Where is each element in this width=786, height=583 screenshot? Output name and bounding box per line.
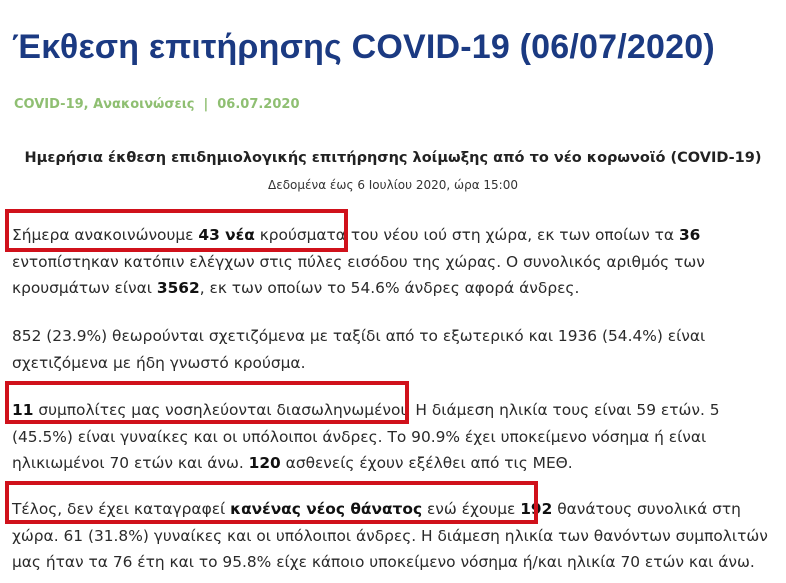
meta-separator: | — [203, 97, 209, 112]
report-dateline: Δεδομένα έως 6 Ιουλίου 2020, ώρα 15:00 — [268, 178, 518, 192]
intubated-count: 11 — [12, 401, 34, 419]
text-segment: 852 (23.9%) θεωρούνται σχετιζόμενα με ταξίδι από το εξωτερικό και 1936 (54.4%) είναι σχετιζόμενα με ήδη γνωστό κρούσμα. — [12, 327, 706, 372]
paragraph-intubated — [12, 397, 778, 477]
text-segment: Σήμερα ανακοινώνουμε — [12, 226, 199, 244]
new-cases-count: 43 νέα — [198, 226, 255, 244]
text-segment: εντοπίστηκαν κατόπιν ελέγχων στις πύλες εισόδου της χώρας. Ο συνολικός αριθμός των κρουσμάτων είναι — [12, 252, 705, 297]
paragraph-new-cases — [12, 222, 778, 302]
text-segment: , εκ των οποίων το 54.6% άνδρες αφορά άνδρες. — [199, 279, 580, 297]
paragraph-case-origin — [12, 323, 778, 376]
no-new-deaths: κανένας νέος θάνατος — [230, 500, 423, 518]
post-meta — [14, 97, 300, 112]
paragraph-deaths — [12, 496, 778, 576]
text-segment: ασθενείς έχουν εξέλθει από τις ΜΕΘ. — [280, 454, 573, 472]
total-deaths-count: 192 — [520, 500, 553, 518]
text-segment: Τέλος, δεν έχει καταγραφεί — [12, 500, 231, 518]
report-subtitle: Ημερήσια έκθεση επιδημιολογικής επιτήρησης λοίμωξης από το νέο κορωνοϊό (COVID-19) — [24, 150, 762, 166]
post-date: 06.07.2020 — [217, 97, 300, 112]
text-segment: ενώ έχουμε — [422, 500, 521, 518]
icu-discharged-count: 120 — [248, 454, 281, 472]
text-segment: κρούσματα του νέου ιού στη χώρα, εκ των οποίων τα — [254, 226, 679, 244]
page-title: Έκθεση επιτήρησης COVID-19 (06/07/2020) — [12, 28, 715, 66]
category-links[interactable]: COVID-19, Ανακοινώσεις — [14, 97, 195, 112]
text-segment: θανάτους συνολικά στη χώρα. 61 (31.8%) γυναίκες και οι υπόλοιποι άνδρες. Η διάμεση ηλικία των θανόντων συμπολιτών μας ήταν τα 76 έτη και το 95.8% είχε κάποιο υποκείμενο νόσημα ή/και ηλικία 70 ετών και άνω. — [12, 500, 768, 571]
text-segment: συμπολίτες μας νοσηλεύονται διασωληνωμένοι. Η διάμεση ηλικία τους είναι 59 ετών. 5 (45.5%) είναι γυναίκες και οι υπόλοιποι άνδρες. Το 90.9% έχει υποκείμενο νόσημα ή είναι ηλικιωμένοι 70 ετών και άνω. — [12, 401, 720, 472]
total-cases-count: 3562 — [156, 279, 200, 297]
border-cases-count: 36 — [678, 226, 701, 244]
